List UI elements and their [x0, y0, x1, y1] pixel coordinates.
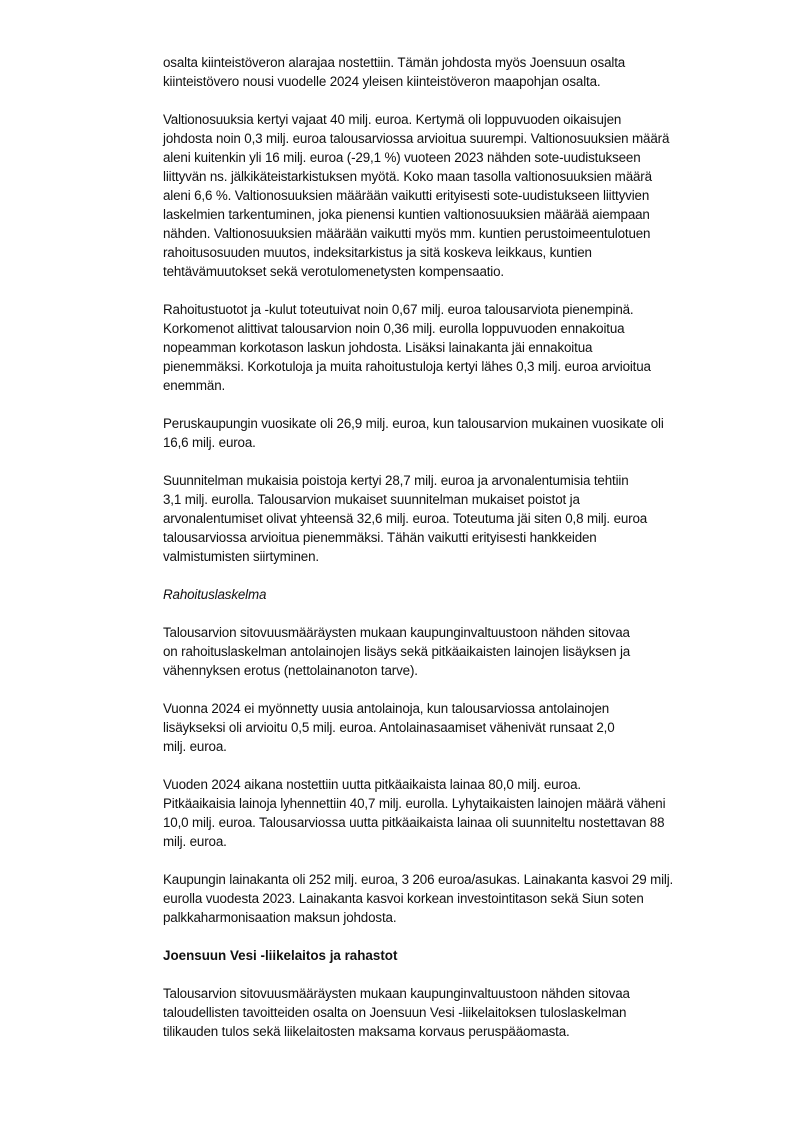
text-line: arvonalentumiset olivat yhteensä 32,6 milj. euroa. Toteutuma jäi siten 0,8 milj. euroa	[163, 511, 648, 526]
paragraph-lainakanta	[163, 870, 743, 927]
text-line: tehtävämuutokset sekä verotulomenetysten kompensaatio.	[163, 264, 504, 279]
text-line: tilikauden tulos sekä liikelaitosten maksama korvaus peruspääomasta.	[163, 1024, 570, 1039]
text-line: liittyvän ns. jälkikäteistarkistuksen myötä. Koko maan tasolla valtionosuuksien määrä	[163, 169, 652, 184]
text-line: Talousarvion sitovuusmääräysten mukaan kaupunginvaltuustoon nähden sitovaa	[163, 986, 630, 1001]
paragraph-valtionosuudet	[163, 110, 743, 281]
text-line: Pitkäaikaisia lainoja lyhennettiin 40,7 milj. eurolla. Lyhytaikaisten lainojen määrä väheni	[163, 796, 666, 811]
paragraph-pitkaaikaiset-lainat	[163, 775, 743, 851]
text-line: Rahoitustuotot ja -kulut toteutuivat noin 0,67 milj. euroa talousarviota pienempinä.	[163, 302, 634, 317]
text-line: taloudellisten tavoitteiden osalta on Joensuun Vesi -liikelaitoksen tuloslaskelman	[163, 1005, 627, 1020]
text-line: nähden. Valtionosuuksien määrään vaikutti myös mm. kuntien perustoimeentulotuen	[163, 226, 651, 241]
text-line: johdosta noin 0,3 milj. euroa talousarviossa arvioitua suurempi. Valtionosuuksien määrä	[163, 131, 670, 146]
text-line: Vuoden 2024 aikana nostettiin uutta pitkäaikaista lainaa 80,0 milj. euroa.	[163, 777, 581, 792]
paragraph-rahoitustuotot	[163, 300, 743, 395]
paragraph-sitovuus-vesi	[163, 984, 743, 1041]
text-line: rahoitusosuuden muutos, indeksitarkistus ja sitä koskeva leikkaus, kuntien	[163, 245, 592, 260]
text-line: laskelmien tarkentuminen, joka pienensi kuntien valtionosuuksien määrää aiempaan	[163, 207, 650, 222]
section-heading-joensuun-vesi: Joensuun Vesi -liikelaitos ja rahastot	[163, 948, 398, 963]
text-line: 16,6 milj. euroa.	[163, 435, 256, 450]
document-body	[163, 53, 743, 1060]
paragraph-sitovuus-rahoitus	[163, 623, 743, 680]
text-line: valmistumisten siirtyminen.	[163, 549, 319, 564]
text-line: Vuonna 2024 ei myönnetty uusia antolainoja, kun talousarviossa antolainojen	[163, 701, 610, 716]
paragraph-vuosikate	[163, 414, 743, 452]
text-line: eurolla vuodesta 2023. Lainakanta kasvoi korkean investointitason sekä Siun soten	[163, 891, 644, 906]
text-line: osalta kiinteistöveron alarajaa nostettiin. Tämän johdosta myös Joensuun osalta	[163, 55, 626, 70]
text-line: Peruskaupungin vuosikate oli 26,9 milj. euroa, kun talousarvion mukainen vuosikate oli	[163, 416, 664, 431]
paragraph-kiinteistovero	[163, 53, 743, 91]
text-line: nopeamman korkotason laskun johdosta. Lisäksi lainakanta jäi ennakoitua	[163, 340, 593, 355]
text-line: enemmän.	[163, 378, 226, 393]
text-line: 3,1 milj. eurolla. Talousarvion mukaiset suunnitelman mukaiset poistot ja	[163, 492, 580, 507]
text-line: Kaupungin lainakanta oli 252 milj. euroa, 3 206 euroa/asukas. Lainakanta kasvoi 29 milj.	[163, 872, 674, 887]
text-line: Suunnitelman mukaisia poistoja kertyi 28,7 milj. euroa ja arvonalentumisia tehtiin	[163, 473, 629, 488]
text-line: milj. euroa.	[163, 739, 227, 754]
subheading-rahoituslaskelma: Rahoituslaskelma	[163, 587, 267, 602]
paragraph-poistot	[163, 471, 743, 566]
paragraph-antolainat	[163, 699, 743, 756]
text-line: on rahoituslaskelman antolainojen lisäys sekä pitkäaikaisten lainojen lisäyksen ja	[163, 644, 631, 659]
text-line: palkkaharmonisaation maksun johdosta.	[163, 910, 397, 925]
text-line: pienemmäksi. Korkotuloja ja muita rahoitustuloja kertyi lähes 0,3 milj. euroa arvioitua	[163, 359, 651, 374]
text-line: Valtionosuuksia kertyi vajaat 40 milj. euroa. Kertymä oli loppuvuoden oikaisujen	[163, 112, 622, 127]
text-line: talousarviossa arvioitua pienemmäksi. Tähän vaikutti erityisesti hankkeiden	[163, 530, 597, 545]
text-line: kiinteistövero nousi vuodelle 2024 yleisen kiinteistöveron maapohjan osalta.	[163, 74, 601, 89]
text-line: aleni 6,6 %. Valtionosuuksien määrään vaikutti erityisesti sote-uudistukseen liittyvien	[163, 188, 650, 203]
text-line: Korkomenot alittivat talousarvion noin 0,36 milj. eurolla loppuvuoden ennakoitua	[163, 321, 625, 336]
text-line: Talousarvion sitovuusmääräysten mukaan kaupunginvaltuustoon nähden sitovaa	[163, 625, 630, 640]
text-line: vähennyksen erotus (nettolainanoton tarve).	[163, 663, 418, 678]
text-line: aleni kuitenkin yli 16 milj. euroa (-29,1 %) vuoteen 2023 nähden sote-uudistukseen	[163, 150, 641, 165]
text-line: lisäykseksi oli arvioitu 0,5 milj. euroa. Antolainasaamiset vähenivät runsaat 2,0	[163, 720, 615, 735]
text-line: 10,0 milj. euroa. Talousarviossa uutta pitkäaikaista lainaa oli suunniteltu nostettavan 88	[163, 815, 665, 830]
text-line: milj. euroa.	[163, 834, 227, 849]
